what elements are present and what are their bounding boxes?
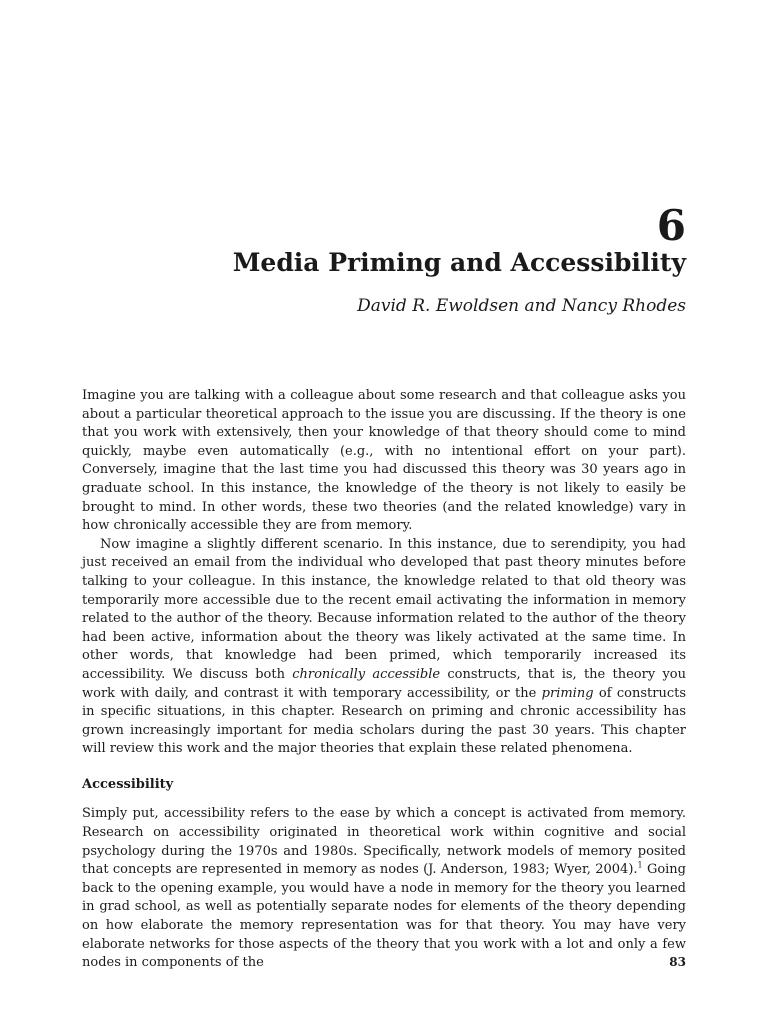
paragraph-accessibility [82,805,686,972]
emphasis-chronically-accessible: chronically accessible [292,666,441,682]
paragraph-text: Now imagine a slightly different scenario. In this instance, due to serendipity, you had just received an email from the individual who developed that past theory minutes before talking to your colleague. In this instance, the knowledge related to that old theory was temporarily more accessible due to the recent email activating the information in memory related to the author of the theory. Because information related to the author of the theory had been active, information about the theory was likely activated at the same time. In other words, that knowledge had been primed, which temporarily increased its accessibility. We discuss both [82,536,686,682]
paragraph-text: Simply put, accessibility refers to the ease by which a concept is activated from memory. Research on accessibility originated in theoretical work within cognitive and social psychology during the 1970s and 1980s. Specifically, network models of memory posited that concepts are represented in memory as nodes (J. Anderson, 1983; Wyer, 2004). [82,806,686,878]
paragraph-scenario [82,536,686,759]
paragraph-text: constructs, that is, the theory you work with daily, and contrast it with temporary accessibility, or the [82,666,686,701]
footnote-marker[interactable]: 1 [637,860,643,870]
emphasis-priming: priming [541,685,594,701]
paragraph-text: Going back to the opening example, you would have a node in memory for the theory you learned in grad school, as well as potentially separate nodes for elements of the theory depending on how elaborate the memory representation was for that theory. You may have very elaborate networks for those aspects of the theory that you work with a lot and only a few nodes in components of the [82,862,687,971]
paragraph-text: of constructs in specific situations, in this chapter. Research on priming and chronic accessibility has grown increasingly important for media scholars during the past 30 years. This chapter will review this work and the major theories that explain these related phenomena. [82,685,686,757]
paragraph-intro: Imagine you are talking with a colleague about some research and that colleague asks you about a particular theoretical approach to the issue you are discussing. If the theory is one that you work with extensively, then your knowledge of that theory should come to mind quickly, maybe even automatically (e.g., with no intentional effort on your part). Conversely, imagine that the last time you had discussed this theory was 30 years ago in graduate school. In this instance, the knowledge of the theory is not likely to easily be brought to mind. In other words, these two theories (and the related knowledge) vary in how chronically accessible they are from memory. [82,388,686,534]
body-text [82,387,686,973]
section-heading: Accessibility [82,776,174,792]
chapter-number: 6 [656,201,686,250]
chapter-title: Media Priming and Accessibility [232,248,686,277]
chapter-authors: David R. Ewoldsen and Nancy Rhodes [357,296,686,316]
page-number: 83 [669,955,686,969]
